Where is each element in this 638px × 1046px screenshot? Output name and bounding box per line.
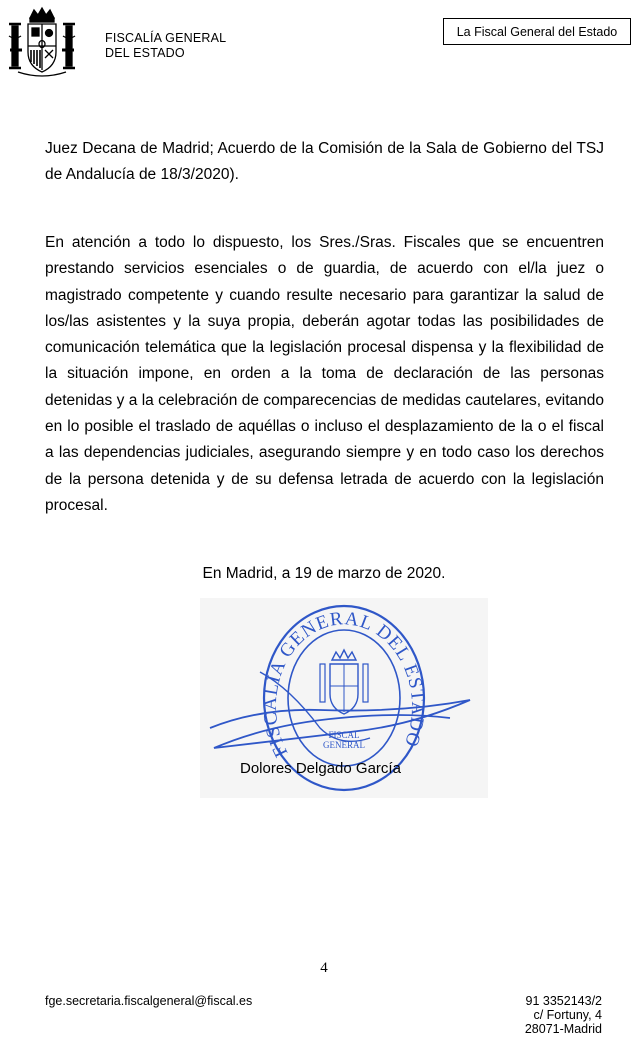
spain-coat-of-arms-icon (6, 6, 78, 80)
body-paragraph-1: Juez Decana de Madrid; Acuerdo de la Comisión de la Sala de Gobierno del TSJ de Andalucía de 18/3/2020). (45, 140, 604, 184)
page-number: 4 (320, 960, 328, 976)
date-line: En Madrid, a 19 de marzo de 2020. (202, 565, 446, 582)
signer-name: Dolores Delgado García (240, 760, 401, 777)
footer-phone: 91 3352143/2 (525, 994, 602, 1008)
org-name-line2: DEL ESTADO (105, 46, 185, 60)
body-paragraph-2: En atención a todo lo dispuesto, los Sres./Sras. Fiscales que se encuentren prestando servicios esenciales o de guardia, de acuerdo con el/la juez o magistrado competente y cuando resulte necesario para garantizar la salud de los/las asistentes y la suya propia, deberán agotar todas las posibilidades de comunicación telemática que la legislación procesal dispensa y la flexibilidad de la situación impone, en orden a la toma de declaración de las personas detenidas y a la celebración de comparecencias de medidas cautelares, evitando en lo posible el traslado de aquéllas o incluso el desplazamiento de la o el fiscal a las dependencias judiciales, asegurando siempre y en todo caso los derechos de la persona detenida y de su defensa letrada de acuerdo con la legislación procesal. (45, 234, 604, 514)
seal-ring-text: FISCALIA GENERAL DEL ESTADO (259, 608, 429, 761)
footer-contact (525, 994, 602, 1036)
footer-address-line1: c/ Fortuny, 4 (533, 1008, 602, 1022)
seal-center-line1: FISCAL (328, 730, 360, 740)
organization-name (105, 31, 226, 61)
org-name-line1: FISCALÍA GENERAL (105, 31, 227, 45)
footer-address-line2: 28071-Madrid (524, 1022, 602, 1036)
issuer-role-box: La Fiscal General del Estado (443, 18, 631, 45)
seal-center-line2: GENERAL (323, 740, 365, 750)
footer-email: fge.secretaria.fiscalgeneral@fiscal.es (45, 994, 253, 1008)
